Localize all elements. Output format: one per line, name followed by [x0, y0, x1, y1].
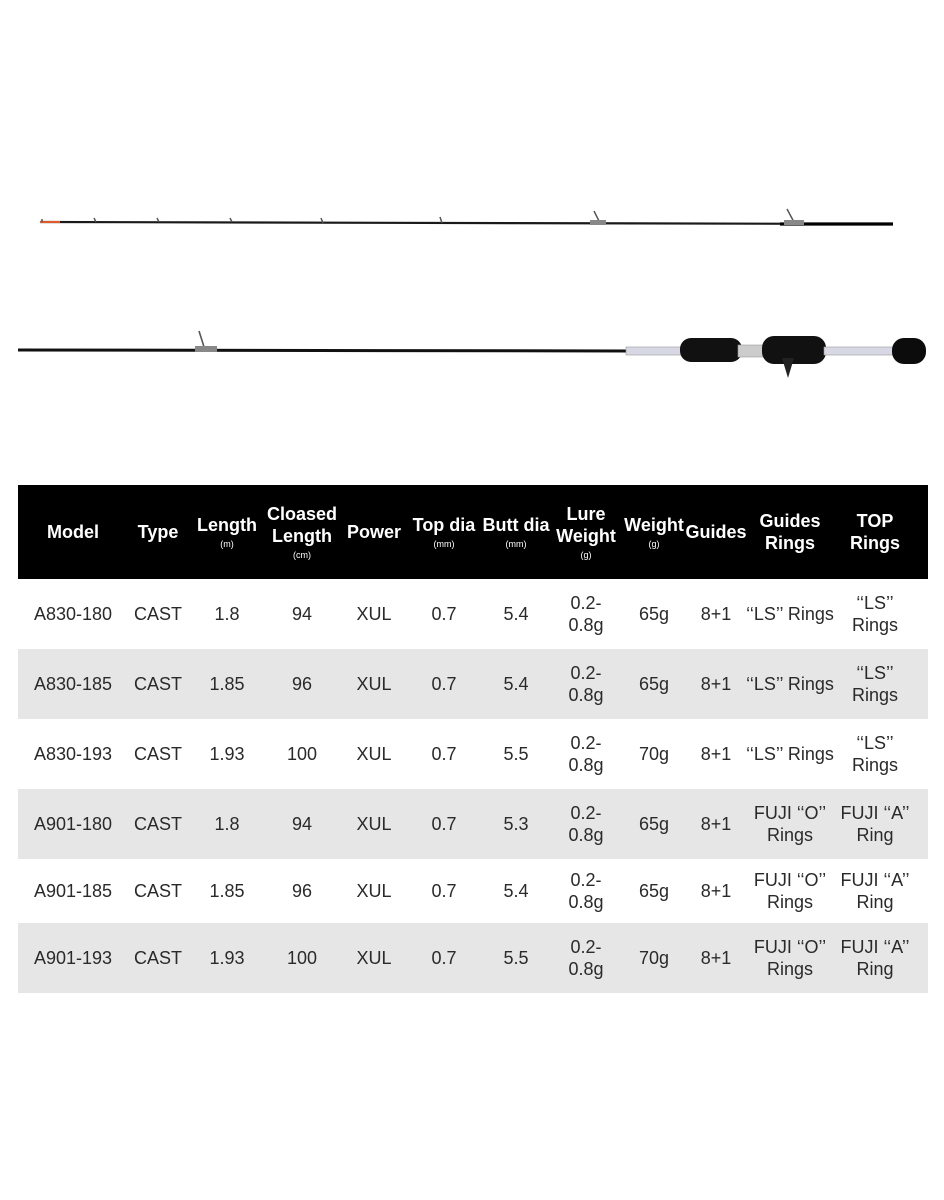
rod-tip-section [40, 209, 893, 225]
table-row [18, 719, 928, 789]
cell-butt-dia: 5.4 [503, 674, 529, 694]
cell-power: XUL [356, 604, 392, 624]
cell-power: XUL [356, 881, 392, 901]
header-top-dia: Top dia (mm) [412, 515, 476, 549]
cell-guides-rings: FUJI ‘‘O’’ Rings [753, 937, 827, 979]
cell-type: CAST [133, 948, 182, 968]
rod-product-image [0, 0, 944, 470]
cell-butt-dia: 5.3 [503, 814, 529, 834]
cell-model: A830-185 [33, 674, 113, 694]
cell-power: XUL [356, 814, 392, 834]
cell-guides: 8+1 [700, 814, 732, 834]
cell-closed-length: 100 [286, 948, 318, 968]
cell-butt-dia: 5.4 [503, 604, 529, 624]
header-type: Type [137, 522, 179, 542]
cell-guides: 8+1 [700, 744, 732, 764]
cell-weight: 65g [638, 674, 670, 694]
header-butt-dia: Butt dia (mm) [482, 515, 550, 549]
cell-model: A901-185 [33, 881, 113, 901]
spec-table [18, 485, 928, 993]
cell-guides: 8+1 [700, 674, 732, 694]
cell-butt-dia: 5.4 [503, 881, 529, 901]
cell-top-dia: 0.7 [431, 881, 457, 901]
cell-lure-weight: 0.2-0.8g [568, 593, 604, 635]
header-power: Power [346, 522, 402, 542]
header-top-rings: TOP Rings [849, 511, 900, 553]
cell-type: CAST [133, 814, 182, 834]
cell-closed-length: 100 [286, 744, 318, 764]
header-unit: (cm) [293, 550, 311, 560]
cell-guides-rings: FUJI ‘‘O’’ Rings [753, 870, 827, 912]
cell-weight: 65g [638, 814, 670, 834]
header-guides-rings: Guides Rings [759, 511, 821, 553]
table-row [18, 649, 928, 719]
header-guides: Guides [685, 522, 747, 542]
cell-weight: 70g [638, 948, 670, 968]
cell-top-dia: 0.7 [431, 948, 457, 968]
cell-top-dia: 0.7 [431, 674, 457, 694]
cell-top-rings: FUJI ‘‘A’’ Ring [840, 937, 910, 979]
table-row [18, 789, 928, 859]
cell-power: XUL [356, 744, 392, 764]
cell-lure-weight: 0.2-0.8g [568, 870, 604, 912]
cell-length: 1.93 [209, 948, 245, 968]
cell-power: XUL [356, 948, 392, 968]
cell-closed-length: 94 [291, 814, 313, 834]
header-weight: Weight (g) [624, 515, 684, 549]
header-unit: (m) [220, 539, 234, 549]
rod-butt-section [18, 331, 926, 378]
cell-type: CAST [133, 604, 182, 624]
header-closed-length: Cloased Length (cm) [266, 504, 338, 560]
cell-top-dia: 0.7 [431, 814, 457, 834]
cell-guides-rings: ‘‘LS’’ Rings [746, 604, 834, 624]
cell-guides: 8+1 [700, 604, 732, 624]
table-row [18, 923, 928, 993]
cell-length: 1.93 [209, 744, 245, 764]
cell-weight: 70g [638, 744, 670, 764]
cell-model: A901-193 [33, 948, 113, 968]
cell-weight: 65g [638, 881, 670, 901]
header-unit: (mm) [505, 539, 527, 549]
cell-top-rings: ‘‘LS’’ Rings [851, 733, 899, 775]
cell-lure-weight: 0.2-0.8g [568, 733, 604, 775]
cell-guides: 8+1 [700, 881, 732, 901]
header-model: Model [47, 522, 99, 542]
cell-lure-weight: 0.2-0.8g [568, 937, 604, 979]
table-row [18, 579, 928, 649]
cell-guides-rings: ‘‘LS’’ Rings [746, 744, 834, 764]
cell-lure-weight: 0.2-0.8g [568, 803, 604, 845]
cell-length: 1.8 [214, 814, 240, 834]
header-length: Length (m) [197, 515, 257, 549]
header-unit: (g) [580, 550, 592, 560]
table-row [18, 859, 928, 923]
cell-butt-dia: 5.5 [503, 948, 529, 968]
cell-top-rings: FUJI ‘‘A’’ Ring [840, 870, 910, 912]
cell-type: CAST [133, 881, 182, 901]
cell-type: CAST [133, 674, 182, 694]
cell-model: A901-180 [33, 814, 113, 834]
cell-top-rings: ‘‘LS’’ Rings [851, 593, 899, 635]
cell-weight: 65g [638, 604, 670, 624]
header-unit: (mm) [433, 539, 455, 549]
header-unit: (g) [648, 539, 660, 549]
cell-length: 1.8 [214, 604, 240, 624]
cell-closed-length: 96 [291, 881, 313, 901]
cell-closed-length: 96 [291, 674, 313, 694]
cell-top-rings: FUJI ‘‘A’’ Ring [840, 803, 910, 845]
cell-length: 1.85 [209, 674, 245, 694]
cell-top-dia: 0.7 [431, 604, 457, 624]
cell-closed-length: 94 [291, 604, 313, 624]
cell-guides-rings: ‘‘LS’’ Rings [746, 674, 834, 694]
cell-guides-rings: FUJI ‘‘O’’ Rings [753, 803, 827, 845]
cell-model: A830-180 [33, 604, 113, 624]
cell-power: XUL [356, 674, 392, 694]
cell-guides: 8+1 [700, 948, 732, 968]
cell-type: CAST [133, 744, 182, 764]
cell-model: A830-193 [33, 744, 113, 764]
cell-lure-weight: 0.2-0.8g [568, 663, 604, 705]
cell-top-dia: 0.7 [431, 744, 457, 764]
table-header [18, 485, 928, 579]
cell-top-rings: ‘‘LS’’ Rings [851, 663, 899, 705]
cell-length: 1.85 [209, 881, 245, 901]
header-lure-weight: Lure Weight (g) [556, 504, 616, 560]
cell-butt-dia: 5.5 [503, 744, 529, 764]
